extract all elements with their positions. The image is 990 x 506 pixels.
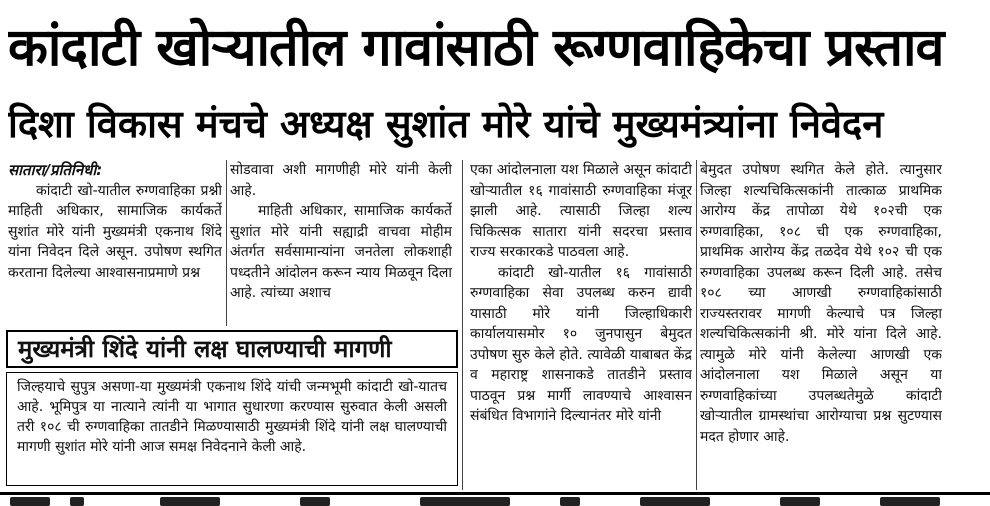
cropped-text-strip <box>0 495 990 506</box>
subheadline: दिशा विकास मंचचे अध्यक्ष सुशांत मोरे यांचे मुख्यमंत्र्यांना निवेदन <box>8 102 884 146</box>
column-divider <box>462 160 463 490</box>
paragraph: बेमुदत उपोषण स्थगित केले होते. त्यानुसार जिल्हा शल्यचिकित्सकांनी तात्काळ प्राथमिक आरोग्य केंद्र तापोळा येथे १०२ची एक रुग्णवाहिका, १०८ ची एक रुग्णवाहिका, प्राथमिक आरोग्य केंद्र तळदेव येथे १०२ ची एक रुग्णवाहिका उपलब्ध करून दिली आहे. तसेच १०८ च्या आणखी रुग्णवाहिकांसाठी राज्यस्तरावर मागणी केल्याचे पत्र जिल्हा शल्यचिकित्सकांनी श्री. मोरे यांना दिले आहे. त्यामुळे मोरे यांनी केलेल्या आणखी एक आंदोलनाला यश मिळाले असून या रुग्णवाहिकांच्या उपलब्धतेमुळे कांदाटी खोऱ्यातील ग्रामस्थांचा आरोग्याचा प्रश्न सुटण्यास मदत होणार आहे. <box>700 162 942 445</box>
headline: कांदाटी खोऱ्यातील गावांसाठी रूग्णवाहिकेचा प्रस्ताव <box>8 18 944 78</box>
paragraph: कांदाटी खो-यातील रुग्णवाहिका प्रश्नी माहिती अधिकार, सामाजिक कार्यकर्ते सुशांत मोरे यांनी मुख्यमंत्री एकनाथ शिंदे यांना निवेदन दिले असून. उपोषण स्थगित करताना दिलेल्या आश्वासनाप्रमाणे प्रश्न <box>8 182 222 281</box>
paragraph: एका आंदोलनाला यश मिळाले असून कांदाटी खोऱ्यातील १६ गावांसाठी रुग्णवाहिका मंजूर झाली आहे. त्यासाठी जिल्हा शल्य चिकित्सक सातारा यांनी सदरचा प्रस्ताव राज्य सरकारकडे पाठवला आहे. <box>470 162 692 260</box>
paragraph: कांदाटी खो-यातील १६ गावांसाठी रुग्णवाहिका सेवा उपलब्ध करुन द्यावी यासाठी मोरे यांनी जिल्हाधिकारी कार्यालयासमोर १० जुनपासुन बेमुदत उपोषण सुरु केले होते. त्यावेळी याबाबत केंद्र व महाराष्ट्र शासनाकडे तातडीने प्रस्ताव पाठवून प्रश्न मार्गी लावण्याचे आश्वासन संबंधित विभागांने दिल्यानंतर मोरे यांनी <box>470 264 692 424</box>
paragraph: सोडवावा अशी मागणीही मोरे यांनी केली आहे. <box>230 162 452 199</box>
boxed-heading: मुख्यमंत्री शिंदे यांनी लक्ष घालण्याची मागणी <box>6 330 458 368</box>
article-column-3 <box>470 160 692 490</box>
column-divider <box>226 160 227 326</box>
column-divider <box>696 160 697 490</box>
article-column-4 <box>700 160 942 490</box>
article-column-1 <box>8 160 222 320</box>
paragraph: माहिती अधिकार, सामाजिक कार्यकर्ते सुशांत मोरे यांनी सह्याद्री वाचवा मोहीम अंतर्गत सर्वसामान्यांना जनतेला लोकशाही पध्दतीने आंदोलन करून न्याय मिळवून दिला आहे. त्यांच्या अशाच <box>230 203 452 301</box>
dateline: सातारा/प्रतिनिधी: <box>8 161 103 179</box>
boxed-text: जिल्हयाचे सुपुत्र असणा-या मुख्यमंत्री एकनाथ शिंदे यांची जन्मभूमी कांदाटी खो-यातच आहे. भूमिपुत्र या नात्याने त्यांनी या भागात सुधारणा करण्यास सुरुवात केली असली तरी १०८ ची रुग्णवाहिका तातडीने मिळण्यासाठी मुख्यमंत्री शिंदे यांनी लक्ष घालण्याची मागणी सुशांत मोरे यांनी आज समक्ष निवेदनाने केली आहे. <box>6 372 458 486</box>
article-column-2 <box>230 160 452 320</box>
